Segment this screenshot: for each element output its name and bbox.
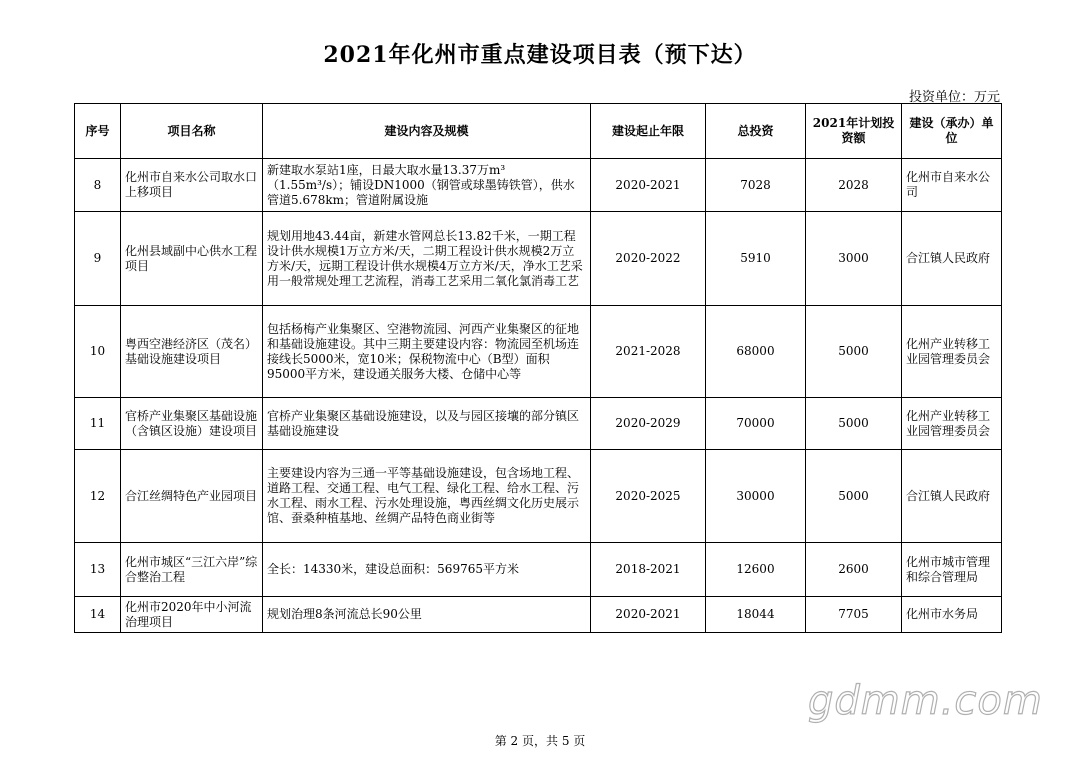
- table-row: [75, 398, 1002, 450]
- header-no: 序号: [75, 104, 121, 159]
- cell-content: 规划治理8条河流总长90公里: [263, 597, 591, 633]
- header-content: 建设内容及规模: [263, 104, 591, 159]
- cell-total: 5910: [706, 212, 806, 306]
- cell-content: 全长：14330米，建设总面积：569765平方米: [263, 543, 591, 597]
- cell-plan: 2028: [806, 159, 902, 212]
- cell-name: 化州市自来水公司取水口上移项目: [121, 159, 263, 212]
- project-table: [74, 103, 1002, 633]
- watermark-logo: gdmm.com: [808, 678, 1043, 724]
- cell-unit: 化州产业转移工业园管理委员会: [902, 306, 1002, 398]
- header-period: 建设起止年限: [591, 104, 706, 159]
- cell-plan: 2600: [806, 543, 902, 597]
- cell-period: 2021-2028: [591, 306, 706, 398]
- cell-unit: 化州产业转移工业园管理委员会: [902, 398, 1002, 450]
- cell-total: 68000: [706, 306, 806, 398]
- cell-period: 2020-2021: [591, 597, 706, 633]
- cell-period: 2020-2022: [591, 212, 706, 306]
- cell-no: 9: [75, 212, 121, 306]
- cell-no: 10: [75, 306, 121, 398]
- cell-content: 主要建设内容为三通一平等基础设施建设，包含场地工程、道路工程、交通工程、电气工程、绿化工程、给水工程、污水工程、雨水工程、污水处理设施，粤西丝绸文化历史展示馆、蚕桑种植基地、丝绸产品特色商业街等: [263, 450, 591, 543]
- cell-name: 化州市2020年中小河流治理项目: [121, 597, 263, 633]
- table-row: [75, 543, 1002, 597]
- cell-unit: 化州市水务局: [902, 597, 1002, 633]
- table-row: [75, 212, 1002, 306]
- cell-period: 2018-2021: [591, 543, 706, 597]
- cell-plan: 5000: [806, 450, 902, 543]
- cell-name: 化州县域副中心供水工程项目: [121, 212, 263, 306]
- cell-period: 2020-2025: [591, 450, 706, 543]
- cell-plan: 5000: [806, 306, 902, 398]
- cell-content: 包括杨梅产业集聚区、空港物流园、河西产业集聚区的征地和基础设施建设。其中三期主要建设内容：物流园至机场连接线长5000米，宽10米；保税物流中心（B型）面积95000平方米，建设通关服务大楼、仓储中心等: [263, 306, 591, 398]
- document-title: 2021年化州市重点建设项目表（预下达）: [323, 42, 757, 68]
- cell-name: 粤西空港经济区（茂名）基础设施建设项目: [121, 306, 263, 398]
- cell-name: 合江丝绸特色产业园项目: [121, 450, 263, 543]
- cell-no: 8: [75, 159, 121, 212]
- cell-content: 规划用地43.44亩，新建水管网总长13.82千米，一期工程设计供水规模1万立方米/天，二期工程设计供水规模2万立方米/天，远期工程设计供水规模4万立方米/天，净水工艺采用一般常规处理工艺流程，消毒工艺采用二氧化氯消毒工艺: [263, 212, 591, 306]
- cell-no: 13: [75, 543, 121, 597]
- header-unit: 建设（承办）单位: [902, 104, 1002, 159]
- cell-unit: 合江镇人民政府: [902, 212, 1002, 306]
- cell-total: 30000: [706, 450, 806, 543]
- cell-unit: 合江镇人民政府: [902, 450, 1002, 543]
- table-header-row: [75, 104, 1002, 159]
- cell-total: 7028: [706, 159, 806, 212]
- cell-no: 12: [75, 450, 121, 543]
- cell-period: 2020-2021: [591, 159, 706, 212]
- cell-total: 18044: [706, 597, 806, 633]
- investment-unit-label: 投资单位：万元: [908, 90, 1000, 105]
- cell-no: 11: [75, 398, 121, 450]
- header-total: 总投资: [706, 104, 806, 159]
- cell-total: 70000: [706, 398, 806, 450]
- cell-no: 14: [75, 597, 121, 633]
- cell-unit: 化州市自来水公司: [902, 159, 1002, 212]
- cell-period: 2020-2029: [591, 398, 706, 450]
- table-row: [75, 597, 1002, 633]
- cell-name: 化州市城区“三江六岸”综合整治工程: [121, 543, 263, 597]
- header-plan: 2021年计划投资额: [806, 104, 902, 159]
- page-footer: 第 2 页，共 5 页: [494, 734, 586, 748]
- cell-plan: 3000: [806, 212, 902, 306]
- table-row: [75, 450, 1002, 543]
- header-name: 项目名称: [121, 104, 263, 159]
- cell-name: 官桥产业集聚区基础设施（含镇区设施）建设项目: [121, 398, 263, 450]
- cell-plan: 7705: [806, 597, 902, 633]
- cell-unit: 化州市城市管理和综合管理局: [902, 543, 1002, 597]
- cell-content: 新建取水泵站1座，日最大取水量13.37万m³（1.55m³/s）；铺设DN1000（钢管或球墨铸铁管），供水管道5.678km；管道附属设施: [263, 159, 591, 212]
- cell-total: 12600: [706, 543, 806, 597]
- table-row: [75, 306, 1002, 398]
- cell-content: 官桥产业集聚区基础设施建设，以及与园区接壤的部分镇区基础设施建设: [263, 398, 591, 450]
- cell-plan: 5000: [806, 398, 902, 450]
- table-row: [75, 159, 1002, 212]
